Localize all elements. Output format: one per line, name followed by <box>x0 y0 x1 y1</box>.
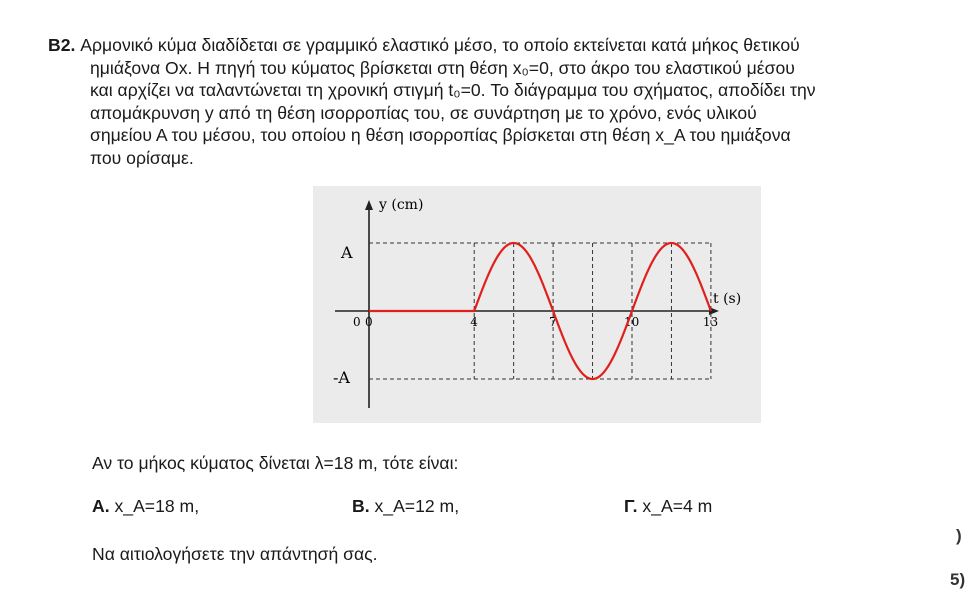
edge-mark-2: 5) <box>950 570 966 589</box>
origin-label-2: 0 <box>365 315 373 329</box>
option-b-letter: Β. <box>352 496 370 516</box>
option-a-text: x_A=18 m, <box>114 496 200 516</box>
displacement-time-graph <box>313 186 761 423</box>
origin-label: 0 <box>353 315 361 329</box>
graph-background <box>313 186 761 423</box>
problem-line-5: σημείου Α του μέσου, του οποίου η θέση ισορροπίας βρίσκεται στη θέση x_A του ημιάξονα <box>90 125 791 146</box>
tick-label-13: 13 <box>702 315 719 329</box>
question-text: Αν το μήκος κύματος δίνεται λ=18 m, τότε είναι: <box>92 453 459 473</box>
instruction-text: Να αιτιολογήσετε την απάντησή σας. <box>92 544 378 564</box>
option-a-letter: Α. <box>92 496 110 516</box>
graph-svg <box>313 186 761 423</box>
problem-line-4: απομάκρυνση y από τη θέση ισορροπίας του, σε συνάρτηση με το χρόνο, ενός υλικού <box>90 102 757 123</box>
amplitude-positive-label: A <box>341 243 353 262</box>
tick-label-7: 7 <box>549 315 557 329</box>
option-c-text: x_A=4 m <box>642 496 713 516</box>
t-axis-label: t (s) <box>713 291 742 307</box>
option-b[interactable] <box>352 496 459 517</box>
y-axis-label: y (cm) <box>379 197 424 213</box>
problem-line-3: και αρχίζει να ταλαντώνεται τη χρονική στιγμή t₀=0. Το διάγραμμα του σχήματος, αποδίδει την <box>90 80 816 101</box>
option-c[interactable] <box>624 496 712 517</box>
problem-number: B2. <box>48 35 76 55</box>
problem-statement <box>48 34 968 170</box>
option-c-letter: Γ. <box>624 496 638 516</box>
option-a[interactable] <box>92 496 199 517</box>
tick-label-10: 10 <box>624 315 640 329</box>
problem-line-1: Αρμονικό κύμα διαδίδεται σε γραμμικό ελαστικό μέσο, το οποίο εκτείνεται κατά μήκος θετικού <box>80 35 800 55</box>
tick-label-4: 4 <box>470 315 478 329</box>
edge-mark-1: ) <box>956 526 962 545</box>
problem-line-2: ημιάξονα Οx. Η πηγή του κύματος βρίσκεται στη θέση x₀=0, στο άκρο του ελαστικού μέσου <box>90 57 795 78</box>
problem-line-6: που ορίσαμε. <box>90 147 194 168</box>
amplitude-negative-label: -A <box>333 368 350 387</box>
option-b-text: x_A=12 m, <box>374 496 460 516</box>
